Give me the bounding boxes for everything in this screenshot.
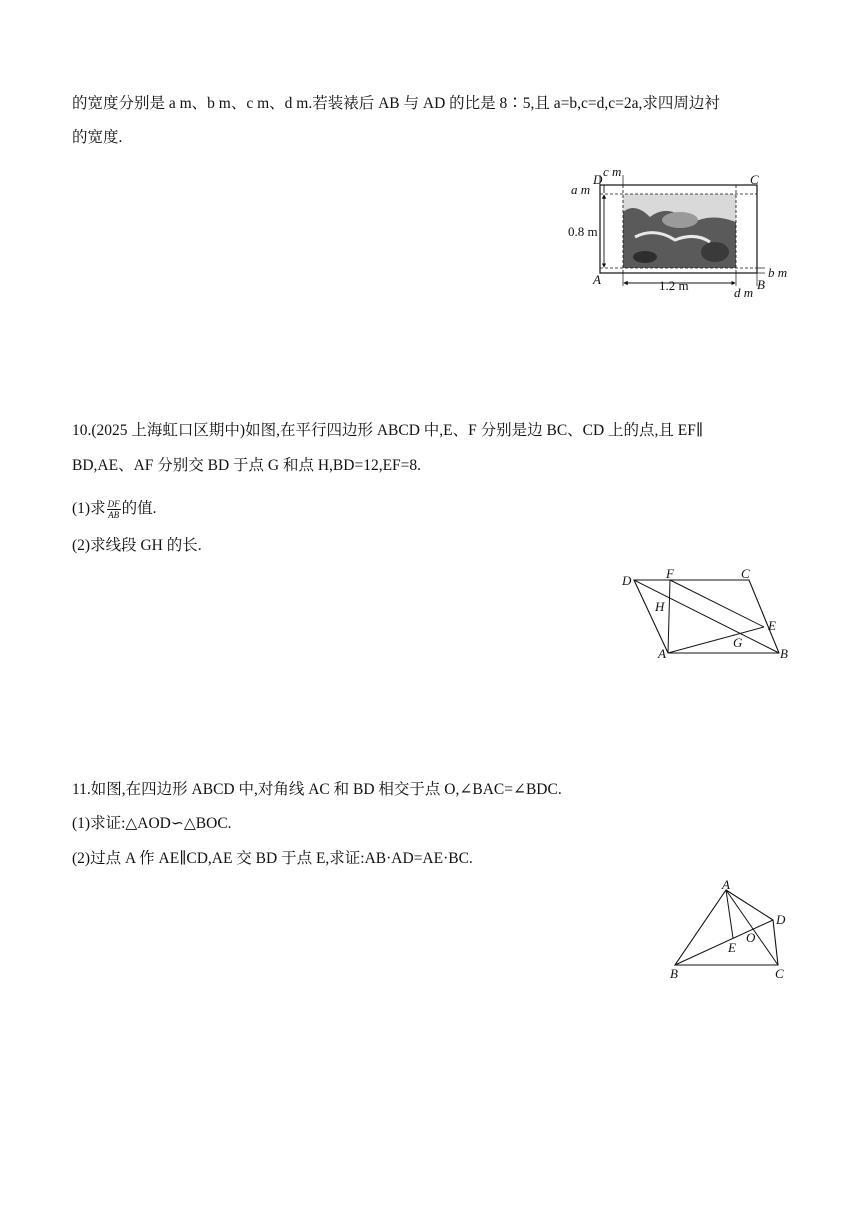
q9-label-D: D <box>593 172 603 187</box>
q9-text-line1: 的宽度分别是 a m、b m、c m、d m.若装裱后 AB 与 AD 的比是 8∶5,且 a=b,c=d,c=2a,求四周边衬 <box>72 95 720 112</box>
q10-segment-AF <box>668 580 670 653</box>
q10-part1-prefix: (1)求 <box>72 500 106 517</box>
q10-label-G: G <box>733 635 743 650</box>
q10-label-H: H <box>655 599 665 614</box>
q9-painting-image <box>623 194 736 268</box>
q10-part1 <box>72 494 156 524</box>
q10-label-D: D <box>622 573 632 588</box>
q10-label-F: F <box>666 566 674 581</box>
q10-label-C: C <box>741 566 750 581</box>
q11-part1: (1)求证:△AOD∽△BOC. <box>72 815 232 832</box>
q10-figure <box>612 565 802 665</box>
q10-label-A: A <box>658 646 666 661</box>
q9-label-a-m: a m <box>571 182 591 197</box>
q11-label-D: D <box>776 912 786 927</box>
q9-label-b-m: b m <box>768 265 788 280</box>
q9-label-c-m: c m <box>603 164 622 179</box>
q11-part2: (2)过点 A 作 AE∥CD,AE 交 BD 于点 E,求证:AB·AD=AE·BC. <box>72 850 473 867</box>
q10-diagonal-BD <box>634 580 779 653</box>
q11-label-E: E <box>728 940 736 955</box>
q11-segment-AE <box>726 890 733 938</box>
q10-segment-EF <box>670 580 764 627</box>
q9-label-width: 1.2 m <box>659 278 689 293</box>
q11-figure <box>660 878 800 988</box>
q10-part1-suffix: 的值. <box>121 500 157 517</box>
q10-fraction-numerator: DF <box>107 498 120 509</box>
q11-label-A: A <box>722 878 730 892</box>
q10-fraction-denominator: AB <box>108 509 120 520</box>
q11-label-C: C <box>775 966 784 981</box>
q10-text-line1: 10.(2025 上海虹口区期中)如图,在平行四边形 ABCD 中,E、F 分别是边 BC、CD 上的点,且 EF∥ <box>72 422 704 439</box>
q11-quadrilateral <box>675 890 778 965</box>
q11-label-O: O <box>746 930 756 945</box>
q10-label-B: B <box>780 646 788 661</box>
q10-label-E: E <box>768 618 776 633</box>
q9-figure <box>560 162 800 297</box>
q11-label-B: B <box>670 966 678 981</box>
q9-label-B: B <box>757 277 765 292</box>
q9-label-d-m: d m <box>734 285 754 297</box>
q11-text-line1: 11.如图,在四边形 ABCD 中,对角线 AC 和 BD 相交于点 O,∠BAC=∠BDC. <box>72 781 562 798</box>
q10-segment-AE <box>668 627 764 653</box>
q10-part2: (2)求线段 GH 的长. <box>72 537 202 554</box>
q10-text-line2: BD,AE、AF 分别交 BD 于点 G 和点 H,BD=12,EF=8. <box>72 457 422 474</box>
q10-fraction <box>107 499 121 520</box>
q9-text-line2: 的宽度. <box>72 129 123 146</box>
q9-label-A: A <box>593 272 601 287</box>
q9-label-height: 0.8 m <box>568 224 598 239</box>
q9-label-C: C <box>750 172 759 187</box>
